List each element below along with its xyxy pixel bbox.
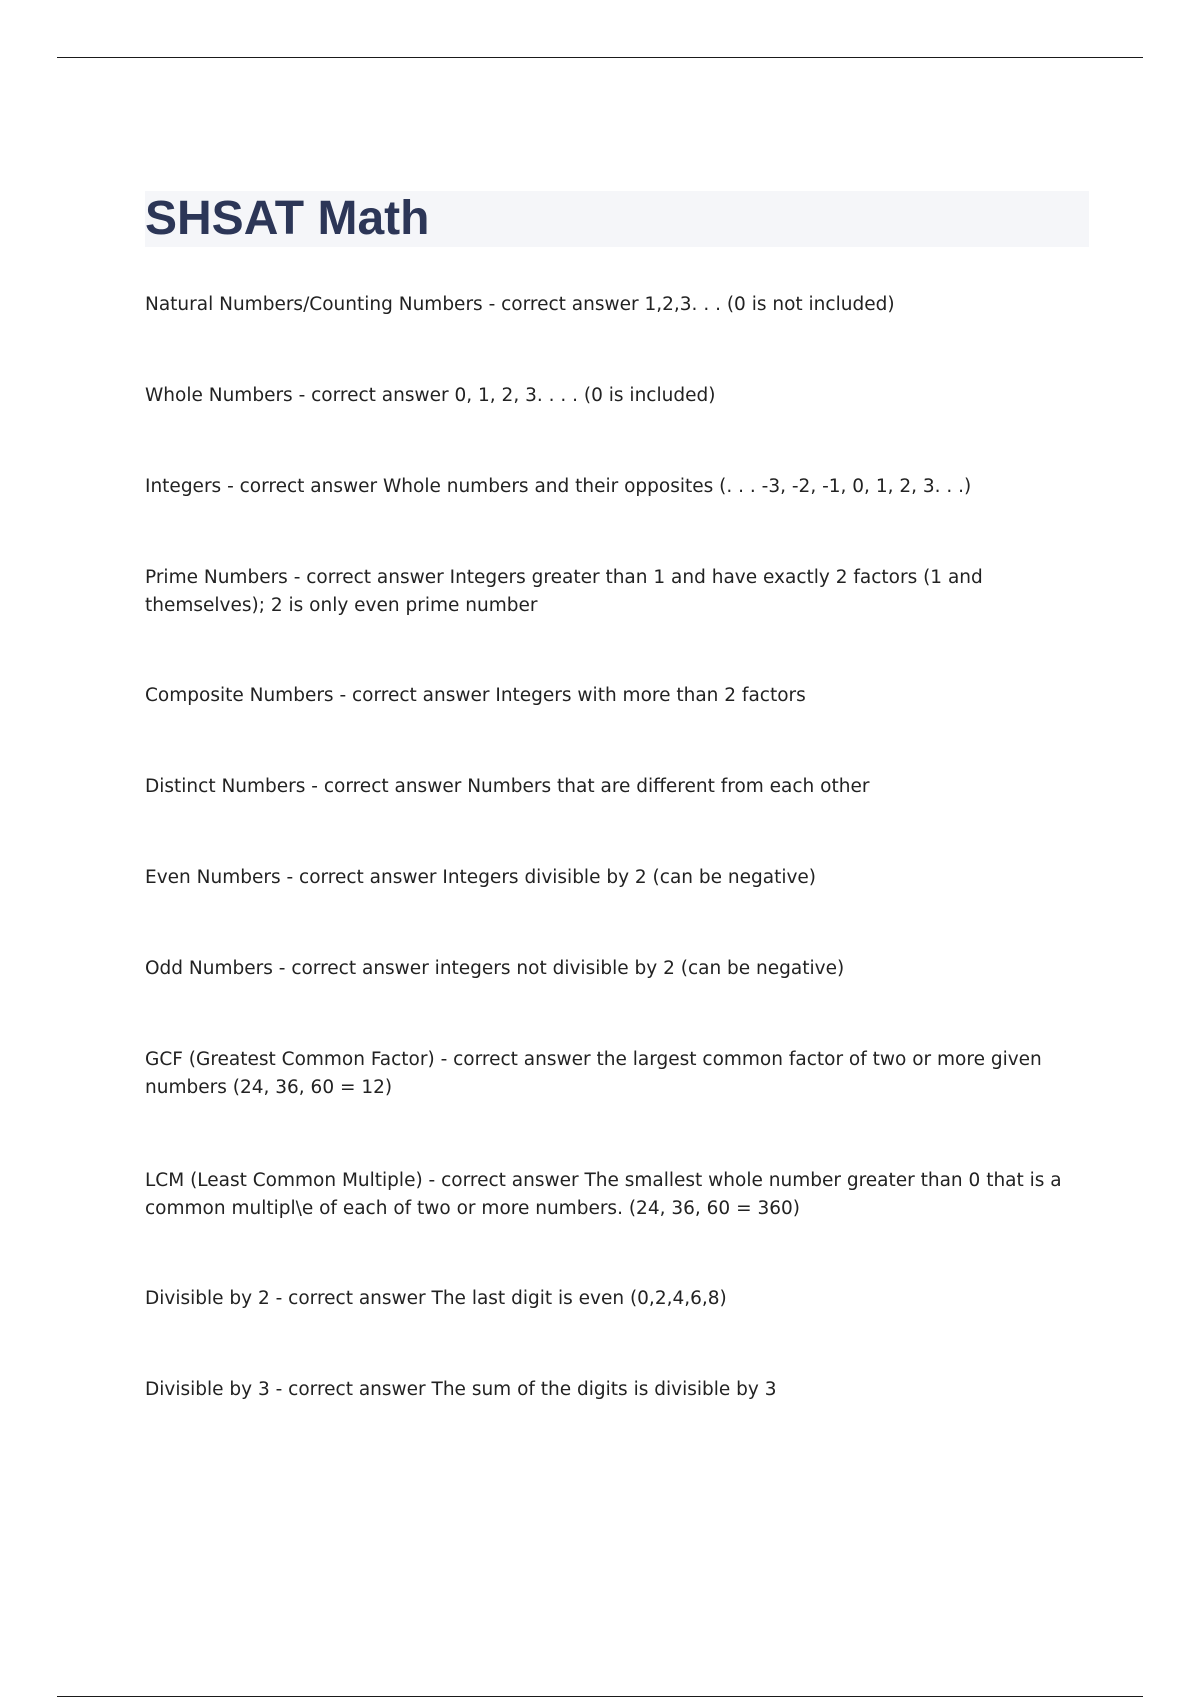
qa-item-prime-numbers: Prime Numbers - correct answer Integers greater than 1 and have exactly 2 factors (1 and themselves); 2 is only even prime number	[145, 567, 983, 616]
qa-item-odd-numbers: Odd Numbers - correct answer integers not divisible by 2 (can be negative)	[145, 958, 845, 979]
qa-item-lcm: LCM (Least Common Multiple) - correct answer The smallest whole number greater than 0 that is a common multipl\e of each of two or more numbers. (24, 36, 60 = 360)	[145, 1170, 1062, 1219]
qa-item-composite-numbers: Composite Numbers - correct answer Integers with more than 2 factors	[145, 685, 806, 706]
bottom-rule	[57, 1696, 1143, 1697]
qa-item-divisible-by-2: Divisible by 2 - correct answer The last digit is even (0,2,4,6,8)	[145, 1288, 727, 1309]
qa-item-divisible-by-3: Divisible by 3 - correct answer The sum of the digits is divisible by 3	[145, 1379, 777, 1400]
qa-item-integers: Integers - correct answer Whole numbers and their opposites (. . . -3, -2, -1, 0, 1, 2, 3. . .)	[145, 476, 972, 497]
page-title: SHSAT Math	[145, 192, 430, 245]
qa-item-even-numbers: Even Numbers - correct answer Integers divisible by 2 (can be negative)	[145, 867, 817, 888]
qa-item-whole-numbers: Whole Numbers - correct answer 0, 1, 2, 3. . . . (0 is included)	[145, 385, 716, 406]
top-rule	[57, 57, 1143, 58]
title-block	[145, 191, 1089, 247]
qa-item-natural-numbers: Natural Numbers/Counting Numbers - correct answer 1,2,3. . . (0 is not included)	[145, 294, 895, 315]
qa-item-gcf: GCF (Greatest Common Factor) - correct answer the largest common factor of two or more given numbers (24, 36, 60 = 12)	[145, 1049, 1042, 1098]
qa-item-distinct-numbers: Distinct Numbers - correct answer Numbers that are different from each other	[145, 776, 870, 797]
